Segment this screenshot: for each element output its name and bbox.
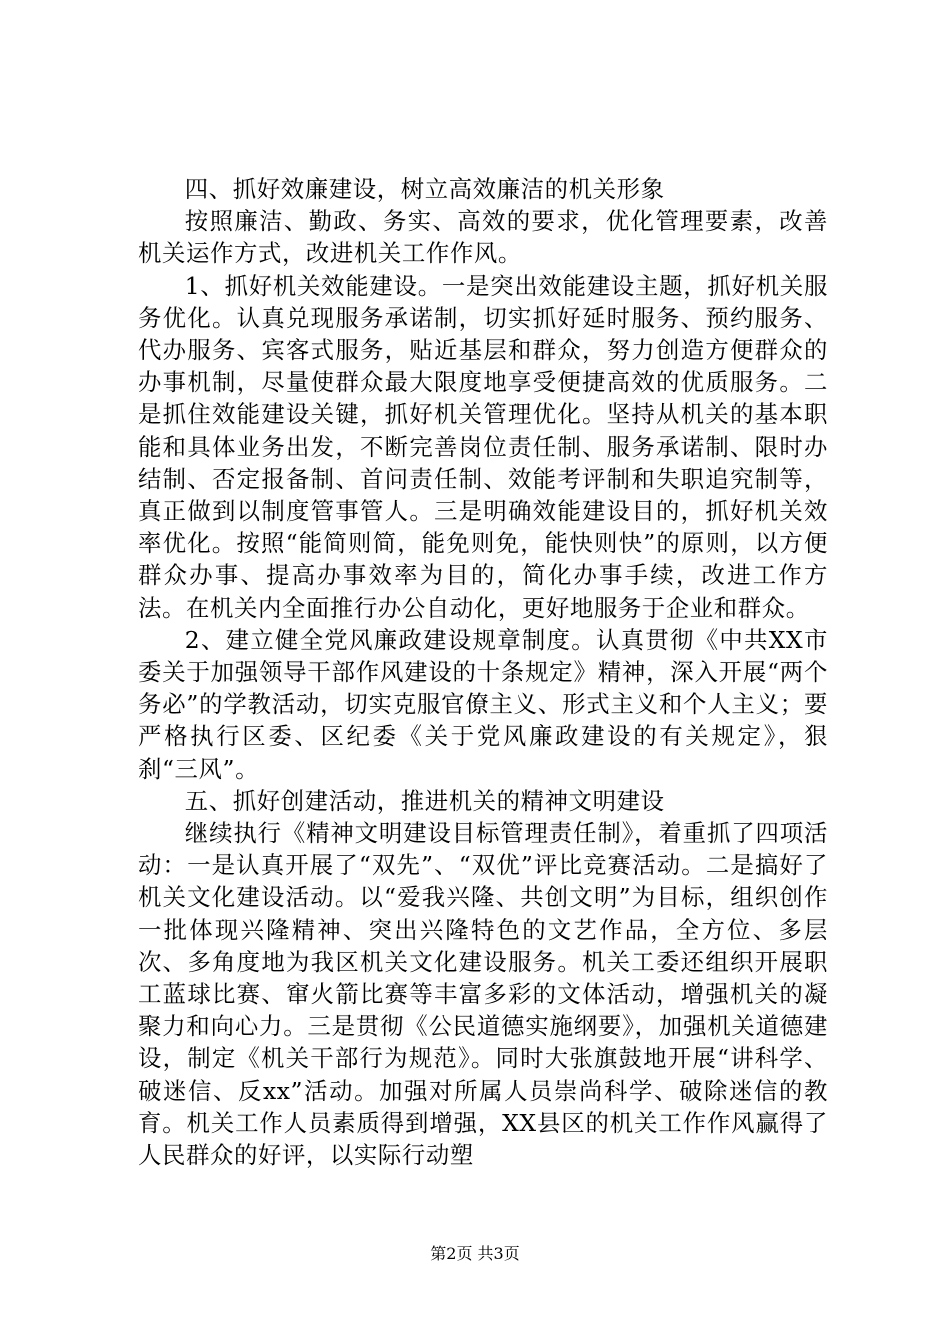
paragraph-intro: 按照廉洁、勤政、务实、高效的要求，优化管理要素，改善机关运作方式，改进机关工作作风。: [138, 207, 828, 268]
page-number: 第2页 共3页: [430, 1244, 520, 1263]
document-body: [138, 173, 828, 1171]
section-heading-four: 四、抓好效廉建设，树立高效廉洁的机关形象: [184, 175, 665, 203]
paragraph-regulations: 2、建立健全党风廉政建设规章制度。认真贯彻《中共XX市委关于加强领导干部作风建设的十条规定》精神，深入开展“两个务必”的学教活动，切实克服官僚主义、形式主义和个人主义；要严格执行区委、区纪委《关于党风廉政建设的有关规定》，狠刹“三风”。: [138, 625, 828, 783]
paragraph-activities: 继续执行《精神文明建设目标管理责任制》，着重抓了四项活动：一是认真开展了“双先”、“双优”评比竞赛活动。二是搞好了机关文化建设活动。以“爱我兴隆、共创文明”为目标，组织创作一批体现兴隆精神、突出兴隆特色的文艺作品，全方位、多层次、多角度地为我区机关文化建设服务。机关工委还组织开展职工蓝球比赛、窜火箭比赛等丰富多彩的文体活动，增强机关的凝聚力和向心力。三是贯彻《公民道德实施纲要》，加强机关道德建设，制定《机关干部行为规范》。同时大张旗鼓地开展“讲科学、破迷信、反xx”活动。加强对所属人员崇尚科学、破除迷信的教育。机关工作人员素质得到增强，XX县区的机关工作作风赢得了人民群众的好评，以实际行动塑: [138, 819, 828, 1170]
paragraph-efficiency: 1、抓好机关效能建设。一是突出效能建设主题，抓好机关服务优化。认真兑现服务承诺制，切实抓好延时服务、预约服务、代办服务、宾客式服务，贴近基层和群众，努力创造方便群众的办事机制，尽量使群众最大限度地享受便捷高效的优质服务。二是抓住效能建设关键，抓好机关管理优化。坚持从机关的基本职能和具体业务出发，不断完善岗位责任制、服务承诺制、限时办结制、否定报备制、首问责任制、效能考评制和失职追究制等，真正做到以制度管事管人。三是明确效能建设目的，抓好机关效率优化。按照“能简则简，能免则免，能快则快”的原则，以方便群众办事、提高办事效率为目的，简化办事手续，改进工作方法。在机关内全面推行办公自动化，更好地服务于企业和群众。: [138, 271, 828, 622]
section-heading-five: 五、抓好创建活动，推进机关的精神文明建设: [184, 786, 665, 815]
